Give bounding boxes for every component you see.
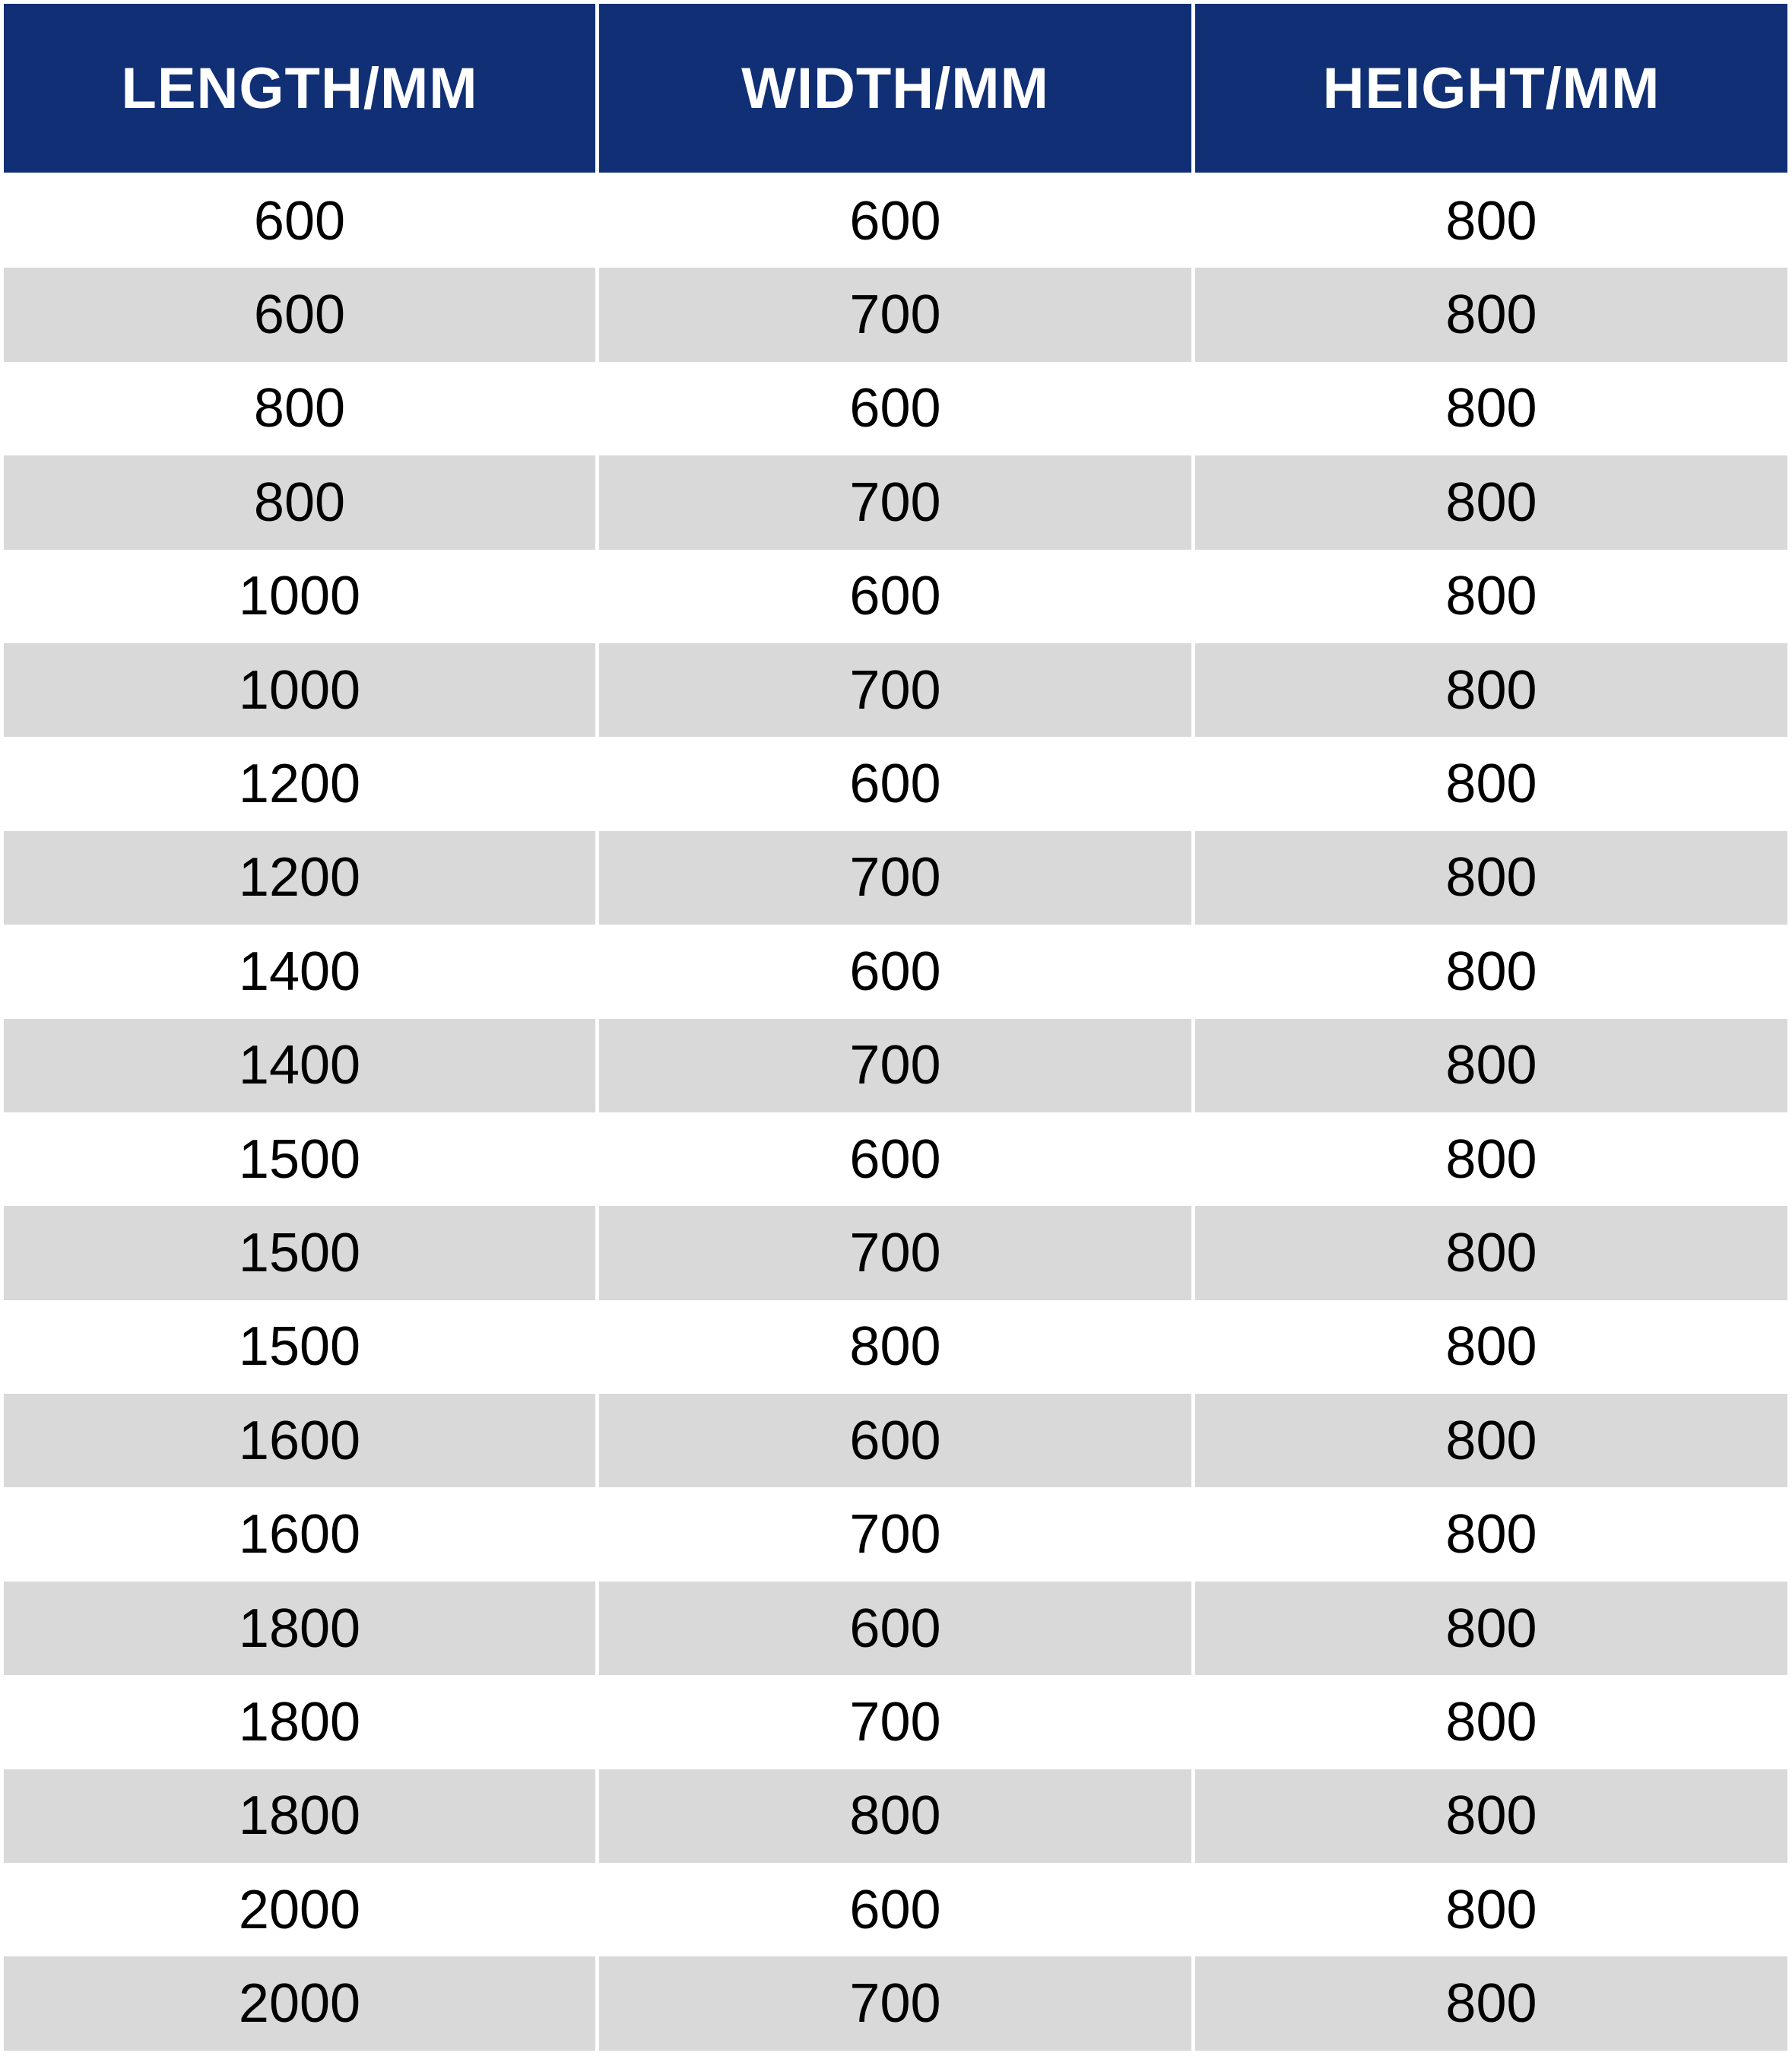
table-row <box>4 1863 1787 1956</box>
table-row <box>4 174 1787 268</box>
cell-width: 600 <box>599 737 1191 830</box>
cell-height: 800 <box>1195 550 1787 643</box>
cell-width: 600 <box>599 550 1191 643</box>
table-row <box>4 1487 1787 1581</box>
cell-height: 800 <box>1195 1394 1787 1487</box>
cell-length: 1000 <box>4 550 595 643</box>
cell-length: 1800 <box>4 1769 595 1863</box>
table-row <box>4 1019 1787 1112</box>
cell-length: 1400 <box>4 925 595 1018</box>
table-row <box>4 362 1787 455</box>
cell-height: 800 <box>1195 1112 1787 1206</box>
cell-width: 700 <box>599 643 1191 737</box>
cell-height: 800 <box>1195 1300 1787 1394</box>
cell-height: 800 <box>1195 1863 1787 1956</box>
cell-length: 1800 <box>4 1582 595 1675</box>
cell-width: 700 <box>599 268 1191 361</box>
header-height: HEIGHT/MM <box>1195 4 1787 173</box>
dimensions-table <box>4 4 1787 2051</box>
cell-width: 600 <box>599 1394 1191 1487</box>
cell-width: 600 <box>599 925 1191 1018</box>
table-row <box>4 737 1787 830</box>
cell-width: 600 <box>599 1863 1191 1956</box>
cell-width: 700 <box>599 1019 1191 1112</box>
cell-length: 1000 <box>4 643 595 737</box>
cell-length: 2000 <box>4 1863 595 1956</box>
table-row <box>4 925 1787 1018</box>
table-row <box>4 550 1787 643</box>
cell-width: 600 <box>599 1112 1191 1206</box>
table-row <box>4 1956 1787 2050</box>
cell-length: 800 <box>4 455 595 549</box>
cell-height: 800 <box>1195 455 1787 549</box>
cell-length: 1500 <box>4 1300 595 1394</box>
cell-height: 800 <box>1195 1956 1787 2050</box>
cell-width: 800 <box>599 1300 1191 1394</box>
cell-width: 700 <box>599 1206 1191 1299</box>
cell-width: 600 <box>599 362 1191 455</box>
cell-length: 1500 <box>4 1206 595 1299</box>
cell-length: 1500 <box>4 1112 595 1206</box>
cell-height: 800 <box>1195 643 1787 737</box>
cell-width: 600 <box>599 1582 1191 1675</box>
cell-width: 700 <box>599 1487 1191 1581</box>
cell-height: 800 <box>1195 1487 1787 1581</box>
cell-height: 800 <box>1195 1769 1787 1863</box>
table-row <box>4 1394 1787 1487</box>
cell-length: 600 <box>4 174 595 268</box>
table-row <box>4 455 1787 549</box>
table-header <box>4 4 1787 173</box>
table-row <box>4 268 1787 361</box>
cell-height: 800 <box>1195 831 1787 925</box>
table-row <box>4 1582 1787 1675</box>
cell-length: 1400 <box>4 1019 595 1112</box>
table-row <box>4 1112 1787 1206</box>
cell-width: 600 <box>599 174 1191 268</box>
table-row <box>4 1675 1787 1769</box>
table-row <box>4 831 1787 925</box>
cell-length: 1200 <box>4 831 595 925</box>
cell-length: 1200 <box>4 737 595 830</box>
cell-height: 800 <box>1195 268 1787 361</box>
cell-height: 800 <box>1195 1675 1787 1769</box>
table-body <box>4 174 1787 2051</box>
cell-height: 800 <box>1195 1582 1787 1675</box>
cell-height: 800 <box>1195 174 1787 268</box>
header-width: WIDTH/MM <box>599 4 1191 173</box>
cell-height: 800 <box>1195 362 1787 455</box>
table-row <box>4 1769 1787 1863</box>
table-row <box>4 643 1787 737</box>
cell-length: 600 <box>4 268 595 361</box>
cell-length: 1600 <box>4 1394 595 1487</box>
cell-width: 700 <box>599 1956 1191 2050</box>
cell-length: 1600 <box>4 1487 595 1581</box>
table-row <box>4 1206 1787 1299</box>
cell-width: 700 <box>599 455 1191 549</box>
cell-length: 2000 <box>4 1956 595 2050</box>
cell-width: 700 <box>599 1675 1191 1769</box>
cell-height: 800 <box>1195 1019 1787 1112</box>
header-length: LENGTH/MM <box>4 4 595 173</box>
cell-width: 800 <box>599 1769 1191 1863</box>
cell-length: 1800 <box>4 1675 595 1769</box>
cell-height: 800 <box>1195 737 1787 830</box>
cell-width: 700 <box>599 831 1191 925</box>
cell-height: 800 <box>1195 925 1787 1018</box>
cell-height: 800 <box>1195 1206 1787 1299</box>
table-row <box>4 1300 1787 1394</box>
cell-length: 800 <box>4 362 595 455</box>
